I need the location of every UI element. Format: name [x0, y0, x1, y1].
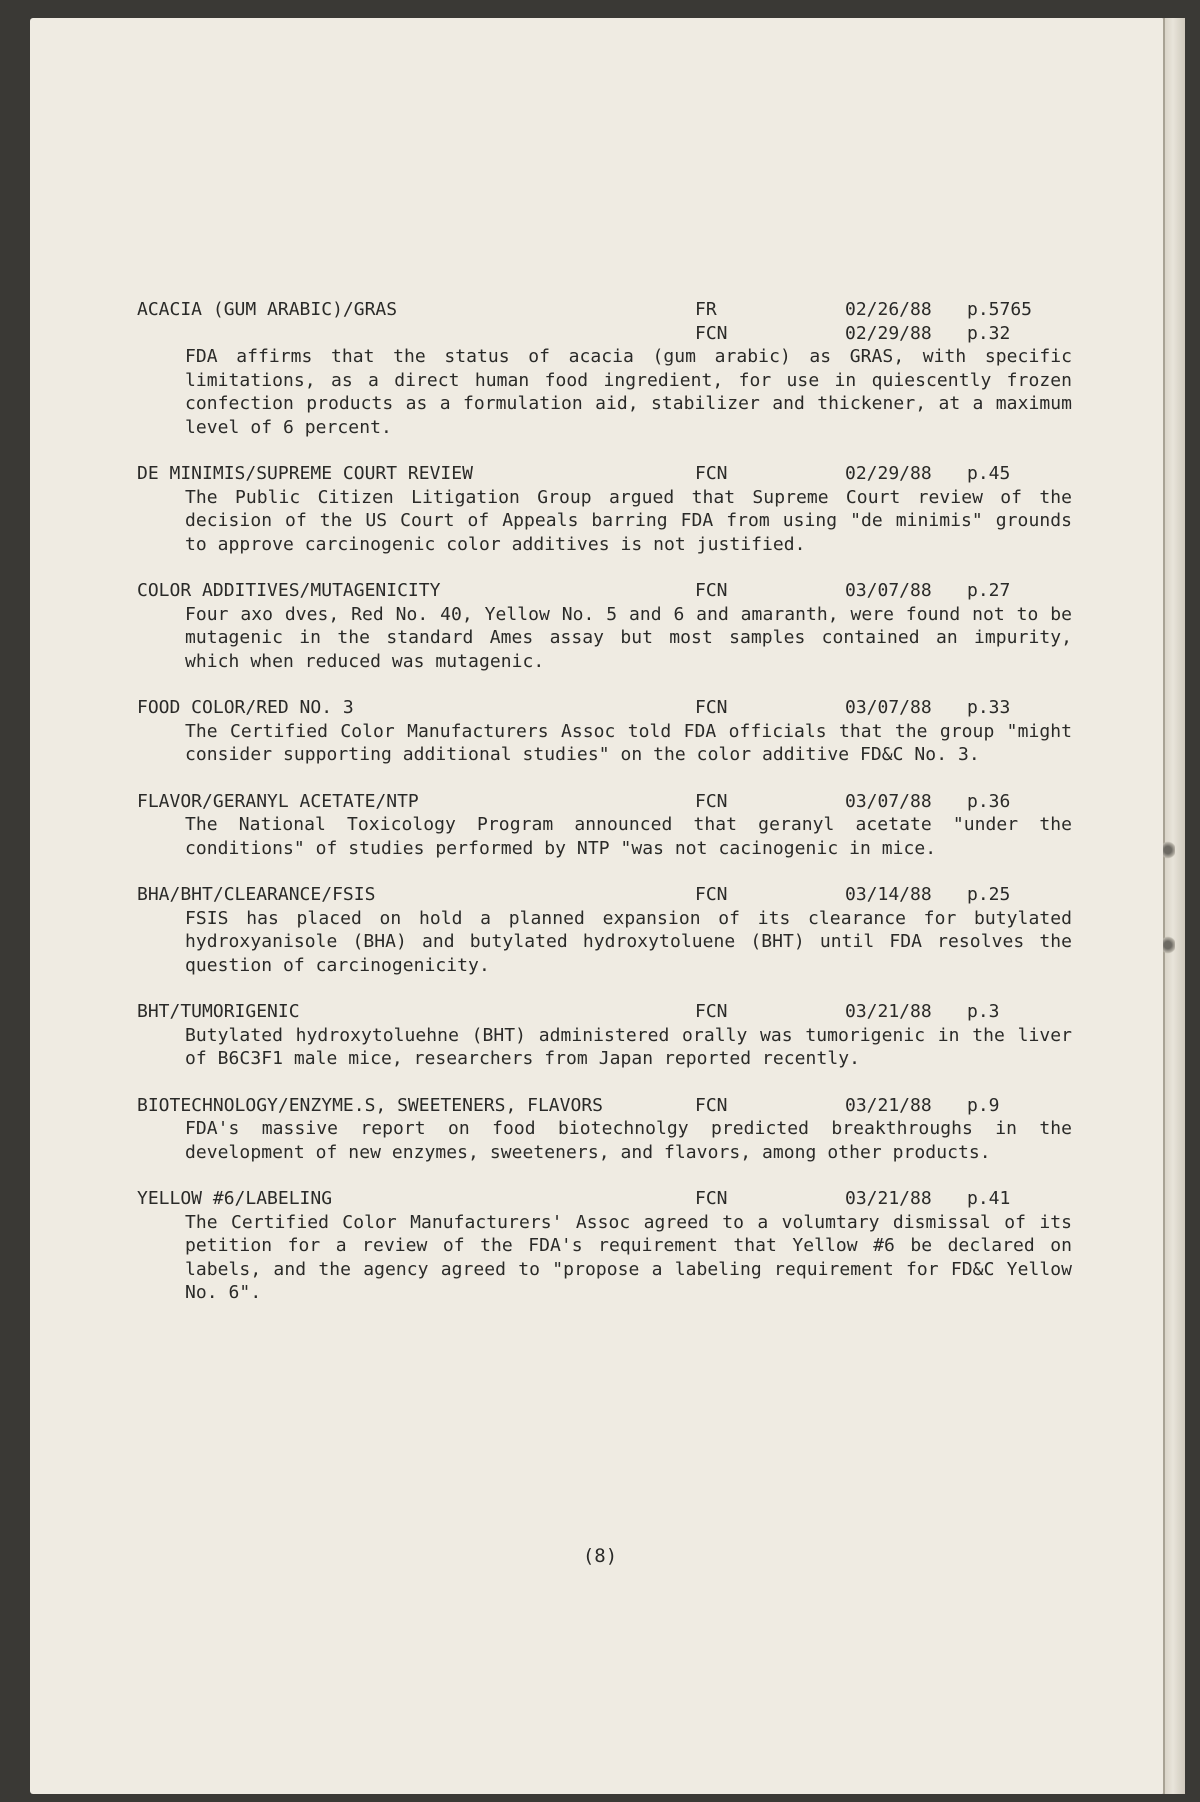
citation-page: p.27 [967, 580, 1011, 601]
citation-date: 03/21/88 [845, 1188, 932, 1209]
entry [137, 462, 1072, 556]
citation-page: p.9 [967, 1094, 1000, 1116]
entry-title: FOOD COLOR/RED NO. 3 [137, 697, 354, 718]
citation-date: 03/07/88 [845, 697, 932, 718]
entry [137, 579, 1072, 673]
entry-header [137, 462, 1072, 486]
entry-summary: Butylated hydroxytoluehne (BHT) administered orally was tumorigenic in the liver of B6C3F1 male mice, researchers from Japan reported recently. [185, 1024, 1072, 1069]
facing-page-edge [1165, 18, 1185, 1794]
page-number: (8) [582, 1545, 618, 1567]
citation-source: FR [695, 299, 717, 320]
entry-header [137, 1000, 1072, 1024]
entry [137, 790, 1072, 861]
citation-page: p.33 [967, 697, 1011, 718]
entry-header-continued [137, 322, 1072, 346]
entry [137, 1094, 1072, 1165]
entry [137, 1187, 1072, 1305]
entry [137, 298, 1072, 439]
entry-title: YELLOW #6/LABELING [137, 1188, 333, 1209]
citation-source: FCN [695, 1188, 728, 1209]
entry-title: ACACIA (GUM ARABIC)/GRAS [137, 299, 398, 320]
entry-header [137, 579, 1072, 603]
citation-page: p.5765 [967, 299, 1033, 320]
entry-header [137, 696, 1072, 720]
entry-summary: Four axo dves, Red No. 40, Yellow No. 5 and 6 and amaranth, were found not to be mutagenic in the standard Ames assay but most samples contained an impurity, which when reduced was mutagenic. [185, 603, 1072, 672]
citation-date: 02/26/88 [845, 299, 932, 320]
entry-title: BIOTECHNOLOGY/ENZYME.S, SWEETENERS, FLAVORS [137, 1094, 603, 1116]
citation-date: 03/07/88 [845, 790, 932, 812]
entry [137, 883, 1072, 977]
entry-summary: FDA affirms that the status of acacia (gum arabic) as GRAS, with specific limitations, as a direct human food ingredient, for use in quiescently frozen confection products as a formulation aid, stabilizer and thickener, at a maximum level of 6 percent. [185, 346, 1072, 438]
citation-date: 03/07/88 [845, 580, 932, 601]
citation-date: 03/21/88 [845, 1094, 932, 1116]
citation-source: FCN [695, 697, 728, 718]
citation-source: FCN [695, 884, 728, 905]
entry-header [137, 790, 1072, 814]
citation-source: FCN [695, 790, 728, 812]
entry-summary: The Public Citizen Litigation Group argued that Supreme Court review of the decision of the US Court of Appeals barring FDA from using "de minimis" grounds to approve carcinogenic color additives is not justified. [185, 486, 1072, 555]
entry-header [137, 883, 1072, 907]
citation-date: 02/29/88 [845, 463, 932, 484]
citation-page: p.3 [967, 1001, 1000, 1022]
citation-source: FCN [695, 1094, 728, 1116]
entry-title: BHT/TUMORIGENIC [137, 1001, 300, 1022]
staple-icon [1163, 840, 1175, 860]
citation-page: p.32 [967, 322, 1011, 344]
entry-title: DE MINIMIS/SUPREME COURT REVIEW [137, 463, 473, 484]
entry-title: FLAVOR/GERANYL ACETATE/NTP [137, 790, 419, 812]
staple-icon [1163, 935, 1175, 955]
citation-source: FCN [695, 463, 728, 484]
citation-page: p.36 [967, 790, 1011, 812]
citation-date: 03/14/88 [845, 884, 932, 905]
entry-title: COLOR ADDITIVES/MUTAGENICITY [137, 580, 441, 601]
entry-header [137, 298, 1072, 322]
entry-summary: The Certified Color Manufacturers' Assoc agreed to a volumtary dismissal of its petition for a review of the FDA's requirement that Yellow #6 be declared on labels, and the agency agreed to "propose a labeling requirement for FD&C Yellow No. 6". [185, 1211, 1072, 1303]
entry-summary: The Certified Color Manufacturers Assoc told FDA officials that the group "might consider supporting additional studies" on the color additive FD&C No. 3. [185, 720, 1072, 765]
entry-summary: The National Toxicology Program announced that geranyl acetate "under the conditions" of studies performed by NTP "was not cacinogenic in mice. [185, 814, 1072, 859]
entry-summary: FSIS has placed on hold a planned expansion of its clearance for butylated hydroxyanisole (BHA) and butylated hydroxytoluene (BHT) until FDA resolves the question of carcinogenicity. [185, 907, 1072, 976]
entry-summary: FDA's massive report on food biotechnolgy predicted breakthroughs in the development of new enzymes, sweeteners, and flavors, among other products. [185, 1118, 1072, 1163]
citation-page: p.45 [967, 463, 1011, 484]
entry-header [137, 1094, 1072, 1118]
citation-page: p.25 [967, 884, 1011, 905]
citation-date: 02/29/88 [845, 322, 932, 344]
citation-date: 03/21/88 [845, 1001, 932, 1022]
citation-page: p.41 [967, 1188, 1011, 1209]
entry-title: BHA/BHT/CLEARANCE/FSIS [137, 884, 376, 905]
entry-list [137, 298, 1072, 1328]
citation-source: FCN [695, 1001, 728, 1022]
entry-header [137, 1187, 1072, 1211]
entry [137, 696, 1072, 767]
entry [137, 1000, 1072, 1071]
citation-source: FCN [695, 580, 728, 601]
citation-source: FCN [695, 322, 728, 344]
